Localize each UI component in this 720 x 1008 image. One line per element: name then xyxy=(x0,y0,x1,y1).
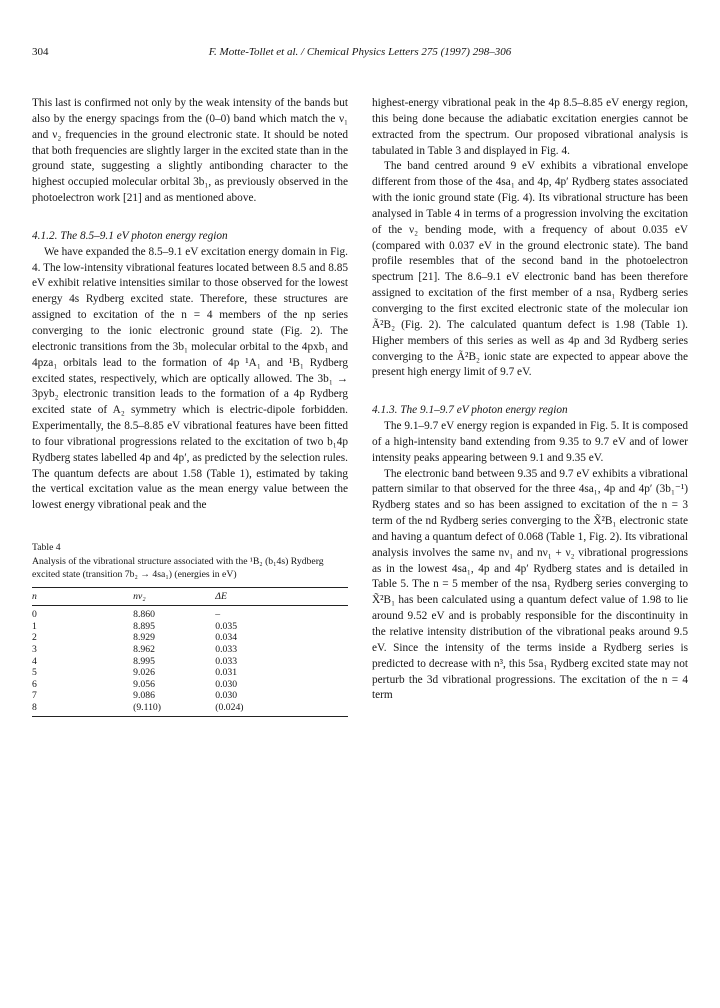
left-column xyxy=(32,96,348,717)
running-title: F. Motte-Tollet et al. / Chemical Physics Letters 275 (1997) 298–306 xyxy=(208,46,512,58)
table-row xyxy=(32,702,348,716)
table-cell: 0.031 xyxy=(215,667,238,679)
table-cell: 0.030 xyxy=(215,690,238,702)
paragraph: We have expanded the 8.5–9.1 eV excitation energy domain in Fig. 4. The low-intensity vibrational features located between 8.5 and 8.85 eV exhibit relative intensities similar to those observed for the lowest energy 4s Rydberg excited state. Therefore, these structures are assigned to excitation of the n = 4 members of the np series converging to the ionic electronic ground state (Fig. 2). The electronic transitions from the 3b₁ molecular orbital to the 4pxb₁ and 4pza₁ orbitals lead to the formation of 4p ¹A₁ and ¹B₁ Rydberg excited states, respectively, which are optically allowed. The 3b₁ → 3pyb₂ electronic transition leads to the formation of a 4p Rydberg excited state of A₂ symmetry which is electric-dipole forbidden. Experimentally, the 8.5–8.85 eV vibrational features have been fitted to four vibrational progressions related to the excitation of two b₁4p Rydberg states labelled 4p and 4p′, as predicted by the selection rules. The quantum defects are about 1.58 (Table 1), estimated by taking the vertical excitation value as the mean energy value between the lowest energy vibrational peak and the xyxy=(32,245,349,512)
table-cell: 0.033 xyxy=(215,644,238,656)
data-table xyxy=(32,587,348,717)
table-row xyxy=(32,621,348,633)
table-cell: 0.030 xyxy=(215,678,238,690)
table-cell: 1 xyxy=(32,620,37,632)
table-cell: 2 xyxy=(32,632,37,644)
column-header: n xyxy=(32,587,133,606)
table-row xyxy=(32,644,348,656)
table-cell: 5 xyxy=(32,667,37,679)
table-cell: 3 xyxy=(32,644,37,656)
table-cell: 0.034 xyxy=(215,632,238,644)
table-cell: 9.086 xyxy=(133,690,155,702)
table-cell: (9.110) xyxy=(133,702,215,716)
right-column xyxy=(372,96,688,704)
table-title: Table 4 xyxy=(32,542,61,554)
table-cell: (0.024) xyxy=(215,702,348,716)
table-row xyxy=(32,656,348,668)
table-row xyxy=(32,667,348,679)
table-cell: 8.995 xyxy=(133,655,155,667)
table-header-row xyxy=(32,587,348,606)
table-cell: 8.962 xyxy=(133,644,155,656)
table-cell: 8.929 xyxy=(133,632,155,644)
table-cell: 7 xyxy=(32,690,37,702)
table-row xyxy=(32,606,348,621)
table-row xyxy=(32,632,348,644)
paragraph: The electronic band between 9.35 and 9.7 eV exhibits a vibrational pattern similar to that observed for the three 4sa₁, 4p and 4p′ (3b₁⁻¹) Rydberg states and so has been assigned to excitation of the n = 3 term of the nd Rydberg series converging to the X̃²B₁ electronic state and having a quantum defect of 0.068 (Table 1, Fig. 2). Its vibrational analysis involves the same nν₁ and nν₁ + ν₂ vibrational progressions as in the lowest 4sa₁, 4p and 4p′ Rydberg states and is detailed in Table 5. The n = 5 member of the nsa₁ Rydberg series converging to X̃²B₁ has been calculated using a quantum defect value of 1.98 to lie around 9.52 eV and is probably responsible for the discontinuity in the relative intensity distribution of the vibrational peaks around 9.5 eV. Since the intensity of the terms inside a Rydberg series is predicted to decrease with n³, this 5sa₁ Rydberg excited state may not perturb the 3d vibrational progressions. The excitation of the n = 4 term xyxy=(372,467,688,702)
table-cell: 6 xyxy=(32,678,37,690)
table-4 xyxy=(32,542,348,717)
paragraph: The band centred around 9 eV exhibits a vibrational envelope different from those of the 4sa₁ and 4p, 4p′ Rydberg states associated with the ionic ground state (Fig. 4). Its vibrational structure has been analysed in Table 4 in terms of a progression involving the excitation of the ν₂ bending mode, with a frequency of about 0.035 eV (compared with 0.037 eV in the ground electronic state). The band profile resembles that of the second band in the photoelectron spectrum [21]. The 8.6–9.1 eV electronic band has been therefore assigned to excitation of the first member of a nsa₁ Rydberg series converging to the first excited electronic state of the molecular ion Ã²B₂ (Fig. 2). The calculated quantum defect is 1.98 (Table 1). Higher members of this series as well as 4p and 3d Rydberg series converging to the Ã²B₂ ionic state are expected to appear above the present high energy limit of 9.7 eV. xyxy=(372,160,688,379)
section-heading: 4.1.3. The 9.1–9.7 eV photon energy region xyxy=(372,404,568,417)
table-cell: 8 xyxy=(32,702,133,716)
table-cell: 8.895 xyxy=(133,620,155,632)
table-cell: – xyxy=(215,609,221,621)
column-header: ΔE xyxy=(215,587,348,606)
table-row xyxy=(32,679,348,691)
page-header xyxy=(32,46,688,60)
paragraph: highest-energy vibrational peak in the 4p 8.5–8.85 eV energy region, this being done because the adiabatic excitation energies cannot be extracted from the spectrum. Our proposed vibrational analysis is tabulated in Table 3 and displayed in Fig. 4. xyxy=(372,97,688,157)
table-cell: 0 xyxy=(32,609,37,621)
page-number: 304 xyxy=(32,46,49,58)
table-cell: 9.026 xyxy=(133,667,155,679)
section-heading: 4.1.2. The 8.5–9.1 eV photon energy region xyxy=(32,229,228,242)
table-cell: 0.033 xyxy=(215,655,238,667)
table-caption: Analysis of the vibrational structure associated with the ¹B₂ (b₁4s) Rydberg excited state (transition 7b₂ → 4sa₁) (energies in eV) xyxy=(32,556,324,580)
paragraph: The 9.1–9.7 eV energy region is expanded in Fig. 5. It is composed of a high-intensity band extending from 9.35 to 9.7 eV and of lower intensity peaks appearing between 9.1 and 9.35 eV. xyxy=(372,420,688,464)
table-cell: 4 xyxy=(32,655,37,667)
table-cell: 8.860 xyxy=(133,609,155,621)
paragraph: This last is confirmed not only by the weak intensity of the bands but also by the energy spacings from the (0–0) band which match the ν₁ and ν₂ frequencies in the ground electronic state. It should be noted that both frequencies are slightly larger in the excited state than in the ground state, suggesting a slightly antibonding character to the highest occupied molecular orbital 3b₁, as previously observed in the photoelectron work [21] and as mentioned above. xyxy=(32,97,348,205)
column-header: nν₂ xyxy=(133,587,215,606)
table-cell: 0.035 xyxy=(215,620,238,632)
table-cell: 9.056 xyxy=(133,678,155,690)
table-row xyxy=(32,690,348,702)
